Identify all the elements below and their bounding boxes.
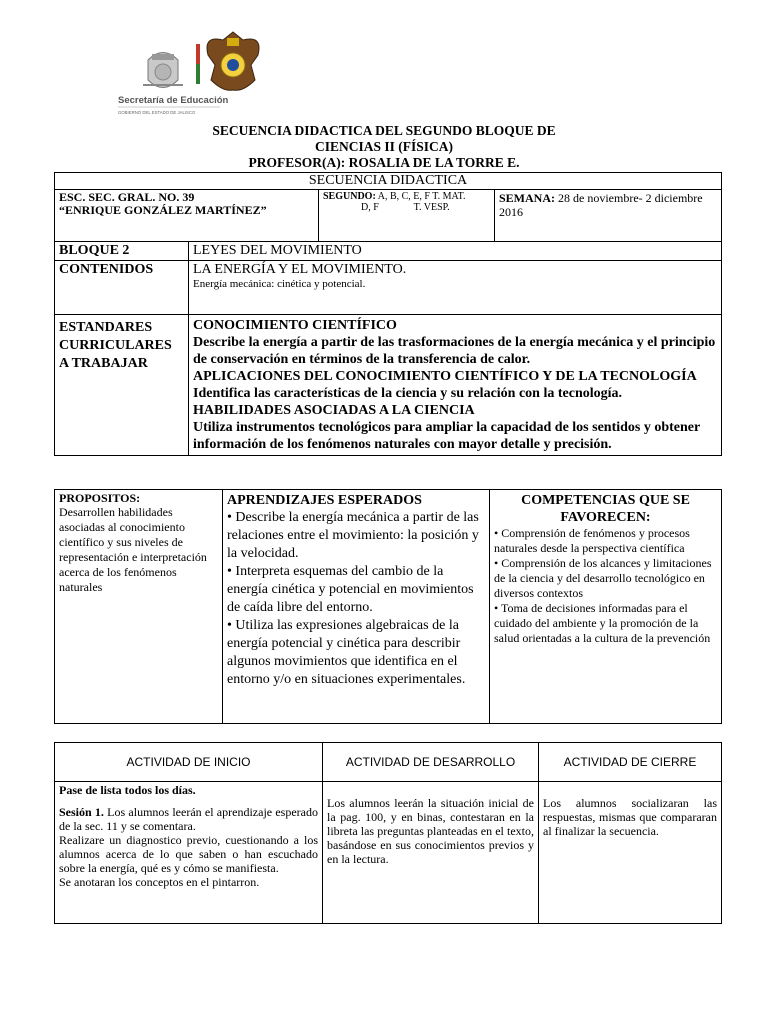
info-table <box>54 172 722 456</box>
aprendizaje-1: • Describe la energía mecánica a partir de las relaciones entre el movimiento: la posición y la velocidad. <box>227 510 479 561</box>
aprendizaje-2: • Interpreta esquemas del cambio de la energía cinética y potencial en movimientos de caída libre del entorno. <box>227 564 474 615</box>
cierre-text: Los alumnos socializaran las respuestas, mismas que compararan al finalizar la secuencia. <box>539 782 722 924</box>
info-table-heading: SECUENCIA DIDACTICA <box>55 173 722 190</box>
activities-table <box>54 742 722 924</box>
inicio-session-text: Los alumnos leerán el aprendizaje esperado de la sec. 11 y se comentara. <box>59 805 318 833</box>
std-1: CONOCIMIENTO CIENTÍFICO <box>193 318 397 333</box>
grade-label: SEGUNDO: <box>323 191 376 202</box>
logo-text-1: Secretaría de Educación <box>118 95 229 106</box>
bloque-label: BLOQUE 2 <box>55 242 189 261</box>
aprendizaje-3: • Utiliza las expresiones algebraicas de la energía potencial y cinética para describir algunos movimientos que identifica en el entorno y/o en situaciones experimentales. <box>227 618 466 687</box>
bloque-value: LEYES DEL MOVIMIENTO <box>189 242 722 261</box>
propositos-text: Desarrollen habilidades asociadas al conocimiento científico y sus niveles de representación e interpretación acerca de los fenómenos naturales <box>59 505 207 594</box>
competencia-2: • Comprensión de los alcances y limitaciones de la ciencia y del desarrollo tecnológico en diversos contextos <box>494 556 712 600</box>
document-title <box>0 123 768 171</box>
desarrollo-header: ACTIVIDAD DE DESARROLLO <box>323 743 539 782</box>
inicio-text-2: Realizare un diagnostico previo, cuestionando a los alumnos acerca de lo que saben o han escuchado sobre la energía, qué es y cómo se manifiesta. <box>59 833 318 875</box>
grade-line-2: D, F T. VESP. <box>361 202 450 213</box>
header-logos <box>108 30 308 130</box>
estandares-cell <box>189 315 722 456</box>
propositos-title: PROPOSITOS: <box>59 491 141 505</box>
contenidos-label: CONTENIDOS <box>55 261 189 315</box>
std-5: HABILIDADES ASOCIADAS A LA CIENCIA <box>193 403 475 418</box>
competencia-1: • Comprensión de fenómenos y procesos naturales desde la perspectiva científica <box>494 526 690 555</box>
propositos-cell <box>55 490 223 724</box>
inicio-session <box>59 805 318 833</box>
contenidos-sub: Energía mecánica: cinética y potencial. <box>193 278 366 290</box>
inicio-session-label: Sesión 1. <box>59 805 104 819</box>
title-line-2: CIENCIAS II (FÍSICA) <box>314 139 454 154</box>
inicio-line-1: Pase de lista todos los días. <box>59 783 196 797</box>
grade-line-1: A, B, C, E, F T. MAT. <box>375 191 466 202</box>
estandares-label: ESTANDARES CURRICULARES A TRABAJAR <box>55 315 189 456</box>
inicio-text-3: Se anotaran los conceptos en el pintarron. <box>59 875 260 889</box>
secretaria-logo-icon <box>108 30 308 130</box>
grade-cell <box>319 190 495 242</box>
contenidos-value: LA ENERGÍA Y EL MOVIMIENTO. <box>193 262 407 277</box>
std-6: Utiliza instrumentos tecnológicos para ampliar la capacidad de los sentidos y obtener información de los fenómenos naturales con mayor detalle y precisión. <box>193 420 700 452</box>
aprendizajes-title: APRENDIZAJES ESPERADOS <box>227 493 422 508</box>
week-value: 28 de noviembre- 2 diciembre 2016 <box>499 191 703 219</box>
std-3: APLICACIONES DEL CONOCIMIENTO CIENTÍFICO Y DE LA TECNOLOGÍA <box>193 369 697 384</box>
school-line-1: ESC. SEC. GRAL. NO. 39 <box>59 190 195 204</box>
std-4: Identifica las características de la ciencia y su relación con la tecnología. <box>193 386 623 401</box>
inicio-header: ACTIVIDAD DE INICIO <box>55 743 323 782</box>
school-line-2: “ENRIQUE GONZÁLEZ MARTÍNEZ” <box>59 203 267 217</box>
purpose-table <box>54 489 722 724</box>
cierre-header: ACTIVIDAD DE CIERRE <box>539 743 722 782</box>
title-line-1: SECUENCIA DIDACTICA DEL SEGUNDO BLOQUE DE <box>212 123 556 138</box>
competencias-cell <box>490 490 722 724</box>
logo-text-2: GOBIERNO DEL ESTADO DE JALISCO <box>118 110 196 115</box>
aprendizajes-cell <box>223 490 490 724</box>
contenidos-cell <box>189 261 722 315</box>
desarrollo-text: Los alumnos leerán la situación inicial de la pag. 100, y en binas, contestaran en la libreta las preguntas planteadas en el texto, basándose en sus conocimientos previos y en la lectura. <box>323 782 539 924</box>
competencia-3: • Toma de decisiones informadas para el cuidado del ambiente y la promoción de la salud orientadas a la cultura de la prevención <box>494 601 711 645</box>
week-label: SEMANA: <box>499 191 555 205</box>
inicio-cell <box>55 782 323 924</box>
competencias-title: COMPETENCIAS QUE SE FAVORECEN: <box>521 493 690 525</box>
title-line-3: PROFESOR(A): ROSALIA DE LA TORRE E. <box>248 155 520 170</box>
std-2: Describe la energía a partir de las trasformaciones de la energía mecánica y el principio de conservación en términos de la transferencia de calor. <box>193 335 716 367</box>
week-cell <box>495 190 722 242</box>
school-cell <box>55 190 319 242</box>
